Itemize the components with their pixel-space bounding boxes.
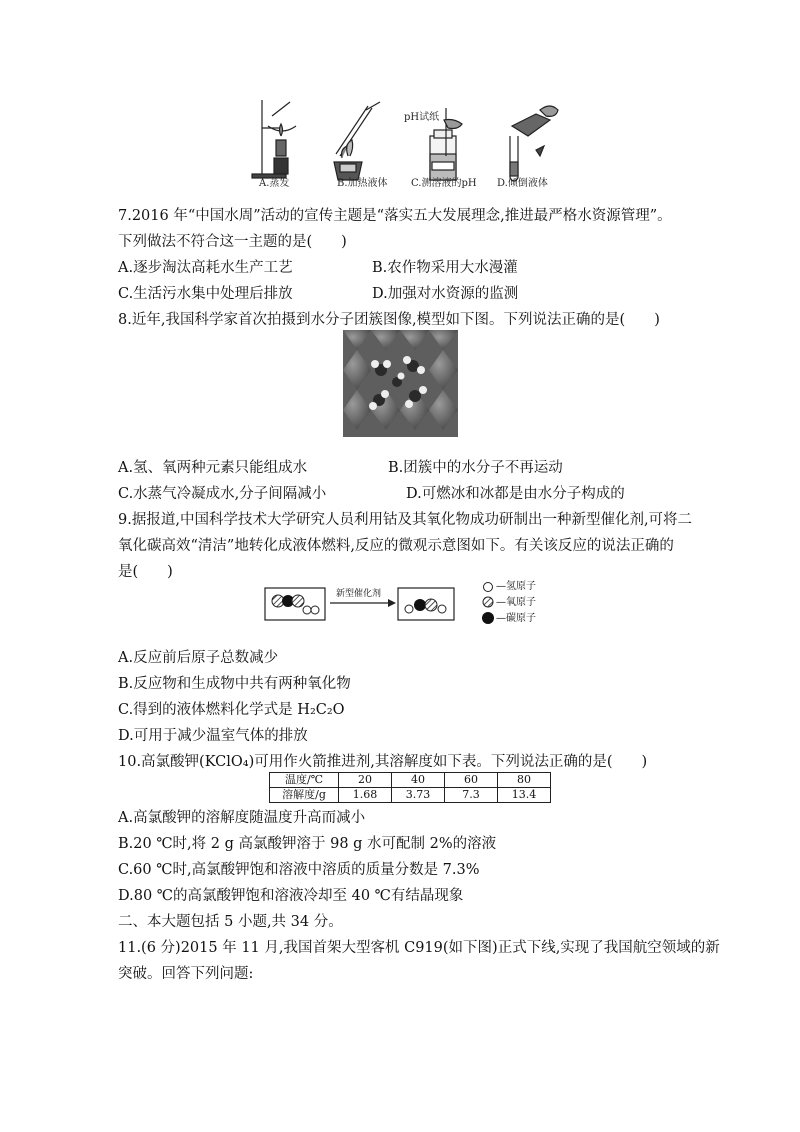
- q7-option-c: C.生活污水集中处理后排放: [118, 286, 293, 302]
- table-row: [270, 788, 551, 803]
- products-box: [398, 588, 454, 620]
- table-header-temperature: 温度/℃: [270, 773, 339, 788]
- q8-option-c: C.水蒸气冷凝成水,分子间隔减小: [118, 486, 327, 502]
- legend-carbon: —碳原子: [496, 613, 536, 624]
- table-cell: 13.4: [498, 788, 551, 803]
- reactants-box: [265, 588, 325, 620]
- q9-stem-line1: 9.据报道,中国科学技术大学研究人员利用钴及其氧化物成功研制出一种新型催化剂,可将二: [118, 512, 693, 528]
- heating-liquid-apparatus: [334, 102, 380, 180]
- legend-symbols: [480, 580, 496, 626]
- solubility-table: [269, 772, 551, 803]
- q10-option-b: B.20 ℃时,将 2 g 高氯酸钾溶于 98 g 水可配制 2%的溶液: [118, 836, 497, 852]
- table-cell: 40: [392, 773, 445, 788]
- table-header-solubility: 溶解度/g: [270, 788, 339, 803]
- caption-c: C.测溶液的pH: [411, 178, 477, 189]
- caption-a: A.蒸发: [259, 178, 290, 189]
- q8-option-b: B.团簇中的水分子不再运动: [388, 460, 563, 476]
- table-cell: 60: [445, 773, 498, 788]
- ph-paper-label: pH试纸: [404, 112, 440, 123]
- q10-option-d: D.80 ℃的高氯酸钾饱和溶液冷却至 40 ℃有结晶现象: [118, 888, 464, 904]
- q10-option-a: A.高氯酸钾的溶解度随温度升高而减小: [118, 810, 366, 826]
- table-cell: 3.73: [392, 788, 445, 803]
- q9-option-d: D.可用于减少温室气体的排放: [118, 728, 308, 744]
- q10-stem: 10.高氯酸钾(KClO₄)可用作火箭推进剂,其溶解度如下表。下列说法正确的是( ): [118, 754, 648, 770]
- table-row: [270, 773, 551, 788]
- table-cell: 80: [498, 773, 551, 788]
- q9-option-c: C.得到的液体燃料化学式是 H₂C₂O: [118, 702, 345, 718]
- q7-option-d: D.加强对水资源的监测: [372, 286, 519, 302]
- caption-b: B.加热液体: [337, 178, 388, 189]
- caption-d: D.倾倒液体: [497, 178, 548, 189]
- q8-stem: 8.近年,我国科学家首次拍摄到水分子团簇图像,模型如下图。下列说法正确的是( ): [118, 312, 660, 328]
- table-cell: 1.68: [339, 788, 392, 803]
- q8-option-a: A.氢、氧两种元素只能组成水: [118, 460, 308, 476]
- table-cell: 20: [339, 773, 392, 788]
- reaction-arrow-label: 新型催化剂: [336, 589, 382, 599]
- q10-option-c: C.60 ℃时,高氯酸钾饱和溶液中溶质的质量分数是 7.3%: [118, 862, 480, 878]
- q7-option-b: B.农作物采用大水漫灌: [372, 260, 518, 276]
- q11-line1: 11.(6 分)2015 年 11 月,我国首架大型客机 C919(如下图)正式下线,实现了我国航空领域的新: [118, 940, 720, 956]
- q9-stem-line2: 氧化碳高效“清洁”地转化成液体燃料,反应的微观示意图如下。有关该反应的说法正确的: [118, 538, 674, 554]
- water-cluster-image: [343, 330, 458, 437]
- q7-option-a: A.逐步淘汰高耗水生产工艺: [118, 260, 293, 276]
- q8-option-d: D.可燃冰和冰都是由水分子构成的: [406, 486, 625, 502]
- q9-option-b: B.反应物和生成物中共有两种氧化物: [118, 676, 351, 692]
- q9-option-a: A.反应前后原子总数减少: [118, 650, 279, 666]
- q11-line2: 突破。回答下列问题:: [118, 966, 254, 982]
- q7-stem-line2: 下列做法不符合这一主题的是( ): [118, 234, 347, 250]
- q7-stem-line1: 7.2016 年“中国水周”活动的宣传主题是“落实五大发展理念,推进最严格水资源管理”。: [118, 208, 672, 224]
- evaporation-apparatus: [252, 100, 296, 178]
- table-cell: 7.3: [445, 788, 498, 803]
- section-two-heading: 二、本大题包括 5 小题,共 34 分。: [118, 914, 343, 930]
- pouring-liquid-apparatus: [510, 106, 558, 181]
- q9-stem-line3: 是( ): [118, 564, 173, 580]
- legend-hydrogen: —氢原子: [496, 581, 536, 592]
- reaction-arrow: [330, 599, 396, 607]
- legend-oxygen: —氧原子: [496, 597, 536, 608]
